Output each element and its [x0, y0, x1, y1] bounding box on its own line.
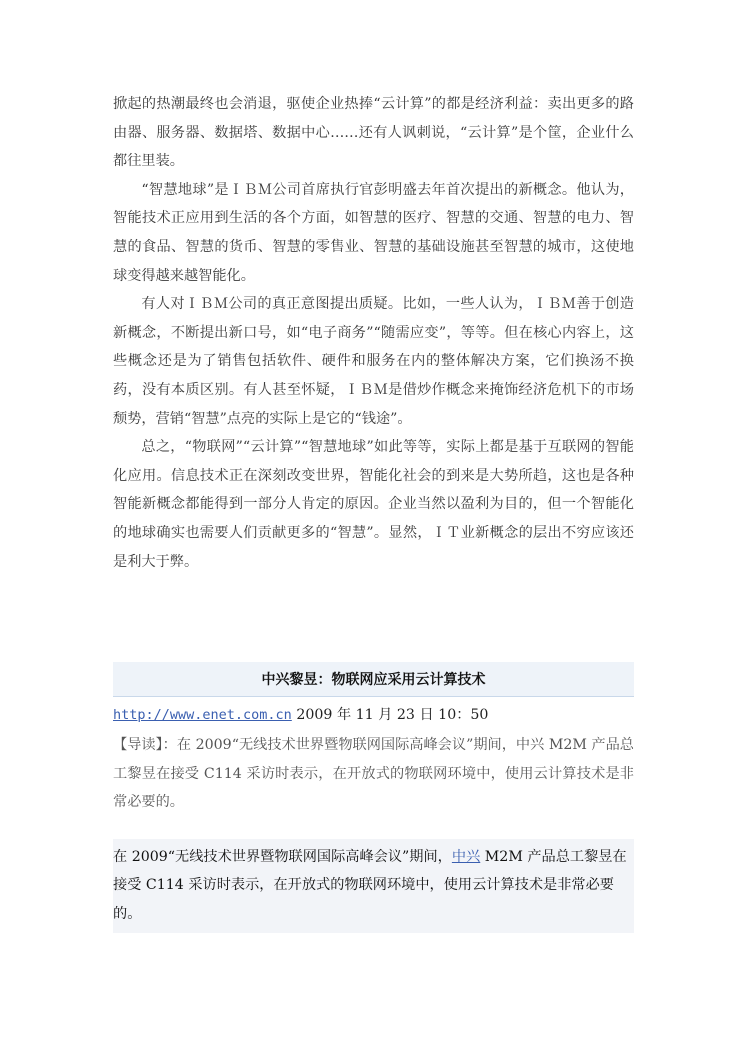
article-body-text-end: M2M 产品总工黎昱在接受 C114 采访时表示，在开放式的物联网环境中，使用云计算技术是非常必要的。 — [113, 848, 627, 923]
article-summary: 【导读】：在 2009“无线技术世界暨物联网国际高峰会议”期间，中兴 M2M 产品总工黎昱在接受 C114 采访时表示，在开放式的物联网环境中，使用云计算技术是非常必要的。 — [113, 737, 634, 811]
article-body — [113, 839, 634, 933]
article-title: 中兴黎昱：物联网应采用云计算技术 — [113, 662, 634, 697]
article-body-text-start: 在 2009“无线技术世界暨物联网国际高峰会议”期间， — [113, 848, 452, 865]
paragraph-cloud-computing: 掀起的热潮最终也会消退，驱使企业热捧“云计算”的都是经济利益：卖出更多的路由器、服务器、数据塔、数据中心……还有人讽刺说，“云计算”是个筐，企业什么都往里装。 — [113, 96, 634, 170]
article-date: 2009 年 11 月 23 日 10：50 — [296, 707, 489, 724]
zte-link[interactable]: 中兴 — [451, 848, 481, 865]
paragraph-smarter-planet: “智慧地球”是ＩＢＭ公司首席执行官彭明盛去年首次提出的新概念。他认为，智能技术正应用到生活的各个方面，如智慧的医疗、智慧的交通、智慧的电力、智慧的食品、智慧的货币、智慧的零售业、智慧的基础设施甚至智慧的城市，这使地球变得越来越智能化。 — [113, 181, 634, 284]
paragraph-conclusion: 总之，“物联网”“云计算”“智慧地球”如此等等，实际上都是基于互联网的智能化应用。信息技术正在深刻改变世界，智能化社会的到来是大势所趋，这也是各种智能新概念都能得到一部分人肯定的原因。企业当然以盈利为目的，但一个智能化的地球确实也需要人们贡献更多的“智慧”。显然，ＩＴ业新概念的层出不穷应该还是利大于弊。 — [113, 439, 634, 570]
article-meta — [113, 703, 634, 727]
source-link[interactable]: http://www.enet.com.cn — [113, 707, 292, 724]
paragraph-ibm-doubts: 有人对ＩＢＭ公司的真正意图提出质疑。比如，一些人认为，ＩＢＭ善于创造新概念，不断提出新口号，如“电子商务”“随需应变”，等等。但在核心内容上，这些概念还是为了销售包括软件、硬件和服务在内的整体解决方案，它们换汤不换药，没有本质区别。有人甚至怀疑，ＩＢＭ是借炒作概念来掩饰经济危机下的市场颓势，营销“智慧”点亮的实际上是它的“钱途”。 — [113, 296, 634, 427]
section-spacer — [113, 576, 634, 662]
document-page — [113, 90, 634, 933]
